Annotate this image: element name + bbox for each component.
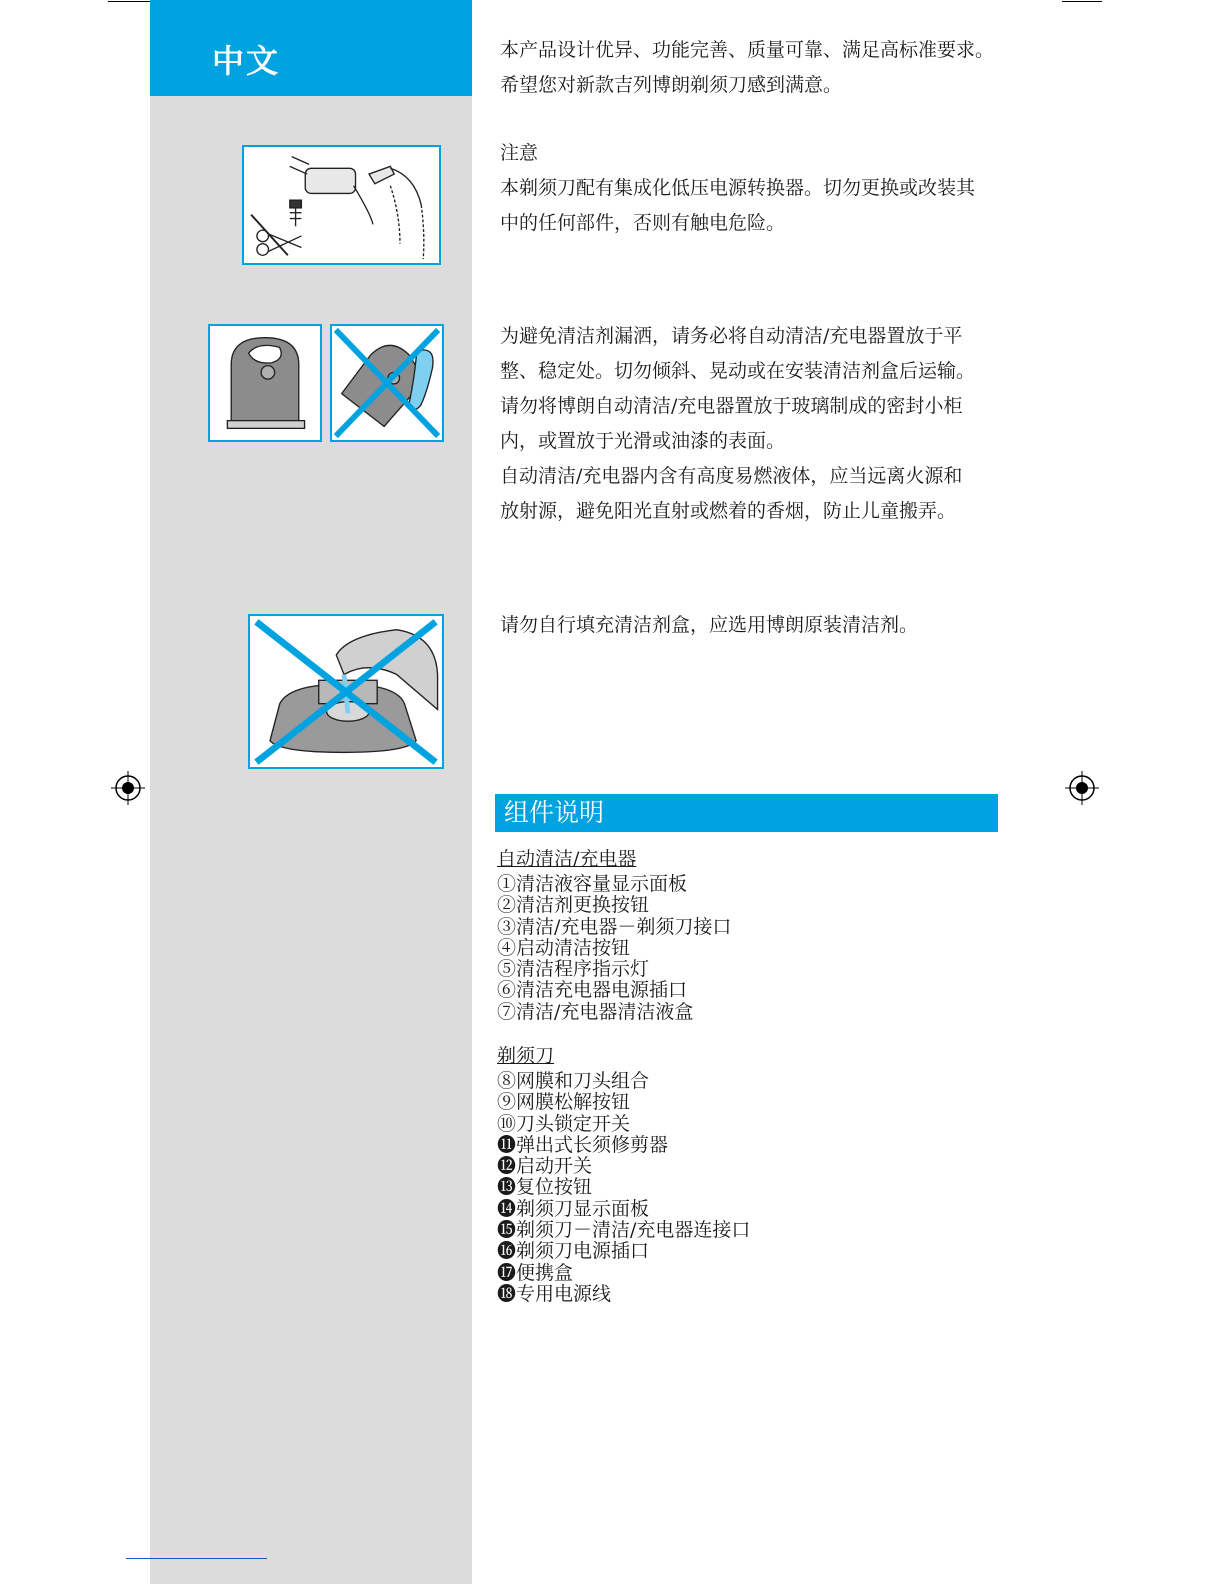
shaver-parts-list: [497, 1071, 1017, 1305]
intro-line: 本产品设计优异、功能完善、质量可靠、满足高标准要求。: [500, 39, 995, 61]
list-item: ⓲专用电源线: [497, 1282, 612, 1305]
list-item: ④启动清洁按钮: [497, 936, 631, 959]
intro-text: [500, 33, 1020, 103]
caution-text: [500, 136, 1020, 241]
language-title: 中文: [212, 42, 281, 80]
stability-line: 内，或置放于光滑或油漆的表面。: [500, 430, 786, 452]
list-item: ⑥清洁充电器电源插口: [497, 979, 688, 1002]
refill-text: [500, 608, 1020, 643]
crop-mark-left: [108, 1, 150, 2]
list-item: ⑤清洁程序指示灯: [497, 958, 650, 981]
list-item: ⓮剃须刀显示面板: [497, 1197, 650, 1220]
cleaner-parts-list: [497, 874, 1017, 1023]
caution-line: 本剃须刀配有集成化低压电源转换器。切勿更换或改装其: [500, 177, 976, 199]
list-item: ⓰剃须刀电源插口: [497, 1240, 650, 1263]
language-tab: [150, 0, 472, 96]
plug-adapter-icon: [244, 147, 439, 263]
shaver-parts: [497, 1042, 1017, 1305]
stability-line: 整、稳定处。切勿倾斜、晃动或在安装清洁剂盒后运输。: [500, 360, 976, 382]
caution-line: 中的任何部件，否则有触电危险。: [500, 212, 786, 234]
components-title: 组件说明: [504, 798, 605, 827]
refill-prohibited-icon: [250, 616, 442, 767]
stability-line: 放射源，避免阳光直射或燃着的香烟，防止儿童搬弄。: [500, 500, 957, 522]
list-item: ⓬启动开关: [497, 1155, 593, 1178]
registration-mark-icon: [111, 771, 145, 805]
cleaner-upright-illustration: [208, 324, 322, 442]
plug-adapter-illustration: [242, 145, 441, 265]
registration-mark-icon: [1065, 771, 1099, 805]
crop-mark-right: [1062, 1, 1102, 2]
list-item: ⓫弹出式长须修剪器: [497, 1133, 669, 1156]
cleaner-upright-icon: [210, 326, 320, 440]
list-item: ⓯剃须刀－清洁/充电器连接口: [497, 1219, 751, 1242]
refill-illustration: [248, 614, 444, 769]
stability-text: [500, 319, 1020, 529]
stability-line: 自动清洁/充电器内含有高度易燃液体，应当远离火源和: [500, 465, 963, 487]
list-item: ③清洁/充电器－剃须刀接口: [497, 915, 732, 938]
list-item: ⑦清洁/充电器清洁液盒: [497, 1000, 694, 1023]
cleaner-heading: 自动清洁/充电器: [497, 848, 637, 870]
refill-line: 请勿自行填充清洁剂盒，应选用博朗原装清洁剂。: [500, 614, 919, 636]
list-item: ⑧网膜和刀头组合: [497, 1070, 650, 1092]
stability-line: 请勿将博朗自动清洁/充电器置放于玻璃制成的密封小柜: [500, 395, 963, 417]
shaver-heading: 剃须刀: [497, 1045, 555, 1067]
footer-line: [126, 1558, 267, 1559]
list-item: ⓱便携盒: [497, 1261, 574, 1284]
stability-line: 为避免清洁剂漏洒，请务必将自动清洁/充电器置放于平: [500, 325, 963, 347]
list-item: ②清洁剂更换按钮: [497, 894, 650, 917]
cleaner-tilted-prohibited-icon: [332, 326, 442, 440]
list-item: ①清洁液容量显示面板: [497, 873, 688, 895]
list-item: ⓭复位按钮: [497, 1176, 593, 1199]
cleaner-tilted-illustration: [330, 324, 444, 442]
list-item: ⑩刀头锁定开关: [497, 1112, 631, 1135]
caution-heading: 注意: [500, 142, 539, 164]
list-item: ⑨网膜松解按钮: [497, 1091, 631, 1114]
cleaner-parts: [497, 845, 1017, 1023]
intro-line: 希望您对新款吉列博朗剃须刀感到满意。: [500, 74, 843, 96]
